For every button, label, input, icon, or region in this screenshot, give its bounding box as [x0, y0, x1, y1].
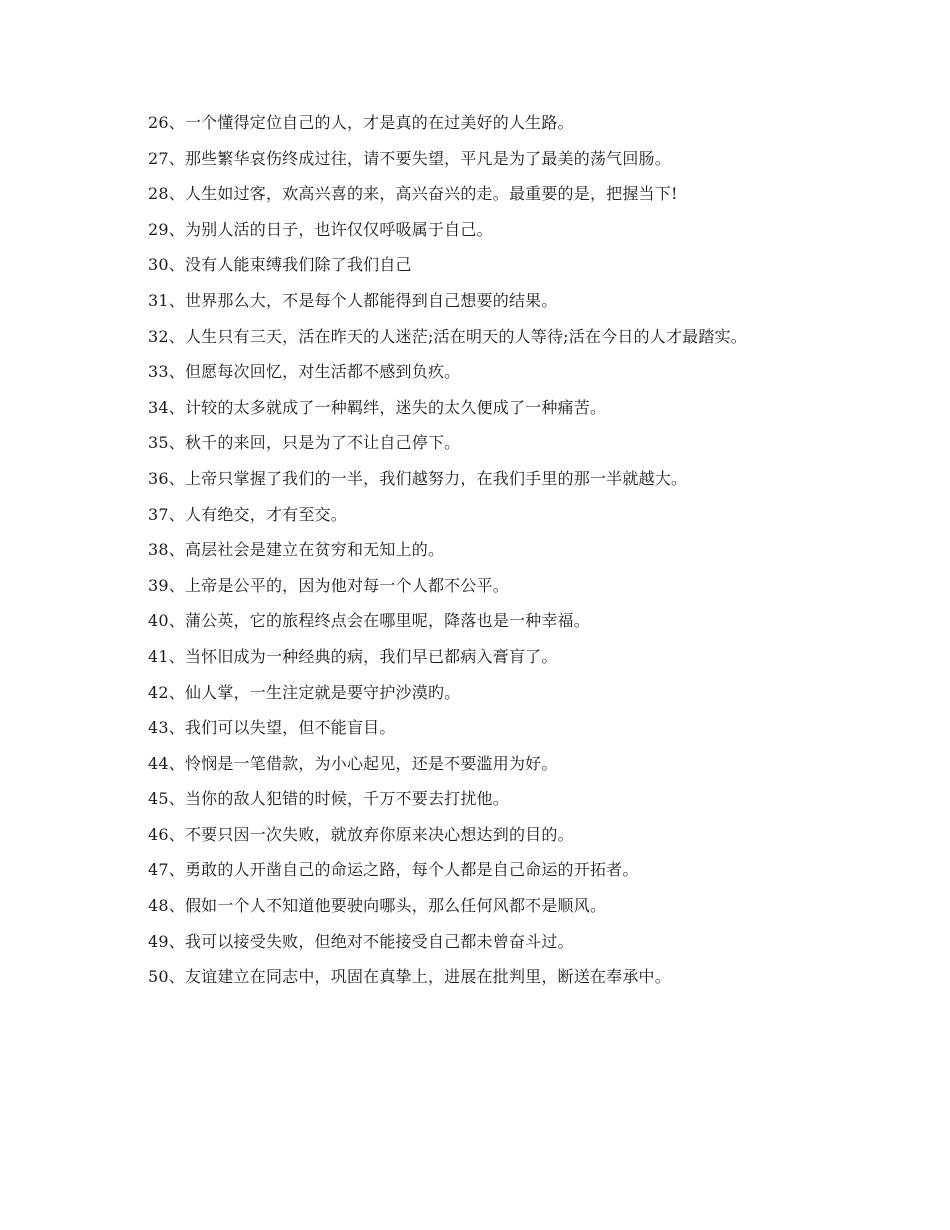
- quote-item: 41、当怀旧成为一种经典的病，我们早已都病入膏肓了。: [148, 646, 558, 666]
- quote-item: 34、计较的太多就成了一种羁绊，迷失的太久便成了一种痛苦。: [148, 397, 607, 417]
- quote-item: 32、人生只有三天，活在昨天的人迷茫;活在明天的人等待;活在今日的人才最踏实。: [148, 326, 747, 346]
- quote-item: 48、假如一个人不知道他要驶向哪头，那么任何风都不是顺风。: [148, 896, 607, 916]
- quote-item: 40、蒲公英，它的旅程终点会在哪里呢，降落也是一种幸福。: [148, 611, 590, 631]
- quote-item: 46、不要只因一次失败，就放弃你原来决心想达到的目的。: [148, 824, 574, 844]
- quote-item: 27、那些繁华哀伤终成过往，请不要失望，平凡是为了最美的荡气回肠。: [148, 148, 671, 168]
- quote-item: 50、友谊建立在同志中，巩固在真挚上，进展在批判里，断送在奉承中。: [148, 967, 671, 987]
- quote-item: 35、秋千的来回，只是为了不让自己停下。: [148, 433, 461, 453]
- quote-item: 28、人生如过客，欢高兴喜的来，高兴奋兴的走。最重要的是，把握当下!: [148, 184, 678, 204]
- quote-item: 49、我可以接受失败，但绝对不能接受自己都未曾奋斗过。: [148, 931, 574, 951]
- quote-item: 39、上帝是公平的，因为他对每一个人都不公平。: [148, 575, 509, 595]
- quote-item: 38、高层社会是建立在贫穷和无知上的。: [148, 540, 445, 560]
- quote-item: 37、人有绝交，才有至交。: [148, 504, 347, 524]
- quote-list: [148, 110, 908, 1000]
- quote-item: 33、但愿每次回忆，对生活都不感到负疚。: [148, 362, 461, 382]
- quote-item: 42、仙人掌，一生注定就是要守护沙漠旳。: [148, 682, 461, 702]
- quote-item: 47、勇敢的人开凿自己的命运之路，每个人都是自己命运的开拓者。: [148, 860, 639, 880]
- quote-item: 44、怜悯是一笔借款，为小心起见，还是不要滥用为好。: [148, 753, 558, 773]
- quote-item: 43、我们可以失望，但不能盲目。: [148, 718, 396, 738]
- quote-item: 29、为别人活的日子，也许仅仅呼吸属于自己。: [148, 219, 493, 239]
- quote-item: 36、上帝只掌握了我们的一半，我们越努力，在我们手里的那一半就越大。: [148, 468, 688, 488]
- quote-item: 30、没有人能束缚我们除了我们自己: [148, 255, 412, 275]
- quote-item: 26、一个懂得定位自己的人，才是真的在过美好的人生路。: [148, 113, 574, 132]
- quote-item: 45、当你的敌人犯错的时候，千万不要去打扰他。: [148, 789, 509, 809]
- quote-item: 31、世界那么大，不是每个人都能得到自己想要的结果。: [148, 290, 558, 310]
